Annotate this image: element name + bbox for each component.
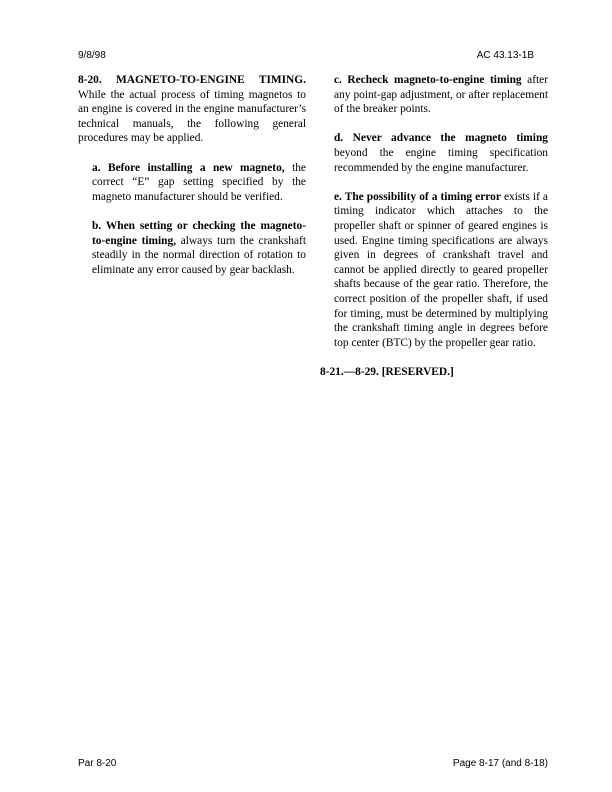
- header-date: 9/8/98: [78, 50, 106, 61]
- paragraph-8-20: [78, 73, 306, 146]
- paragraph-body: beyond the engine timing specification recommended by the engine manufacturer.: [334, 146, 548, 174]
- paragraph-label: c. Recheck magneto-to-engine timing: [334, 74, 522, 86]
- paragraph-label: b. When setting or checking the magneto-to-engine timing,: [92, 219, 306, 247]
- section-heading: 8-20. MAGNETO-TO-ENGINE TIMING.: [78, 74, 306, 86]
- reserved-heading: 8-21.—8-29. [RESERVED.]: [320, 365, 454, 378]
- paragraph-label: e. The possibility of a timing error: [334, 190, 501, 203]
- paragraph-d: [320, 131, 548, 175]
- paragraph-body: exists if a timing indicator which attaches to the propeller shaft or spinner of geared engines is used. Engine timing specifications are always given in degrees of crankshaft travel and cannot be applied directly to geared propeller shafts because of the gear ratio. Therefore, the correct position of the propeller shaft, if used for timing, must be determined by multiplying the crankshaft timing angle in degrees before top center (BTC) by the propeller gear ratio.: [334, 190, 548, 349]
- reserved-section: [320, 365, 548, 380]
- footer-page: Page 8-17 (and 8-18): [452, 758, 548, 769]
- paragraph-label: d. Never advance the magneto timing: [334, 132, 548, 145]
- paragraph-body: after any point-gap adjustment, or after replacement of the breaker points.: [334, 74, 548, 116]
- paragraph-body: the correct “E” gap setting specified by the magneto manufacturer should be verified.: [92, 161, 306, 203]
- left-column: [78, 73, 306, 292]
- paragraph-e: [320, 190, 548, 351]
- header-doc-id: AC 43.13-1B: [476, 50, 534, 61]
- paragraph-body: While the actual process of timing magnetos to an engine is covered in the engine manufacturer’s technical manuals, the following general procedures may be applied.: [78, 88, 306, 145]
- right-column: [320, 73, 548, 394]
- footer-par: Par 8-20: [78, 758, 117, 769]
- paragraph-b: [78, 219, 306, 277]
- paragraph-label: a. Before installing a new magneto,: [92, 161, 285, 174]
- paragraph-c: [320, 73, 548, 117]
- paragraph-body: always turn the crankshaft steadily in the normal direction of rotation to eliminate any error caused by gear backlash.: [92, 234, 306, 276]
- paragraph-a: [78, 161, 306, 205]
